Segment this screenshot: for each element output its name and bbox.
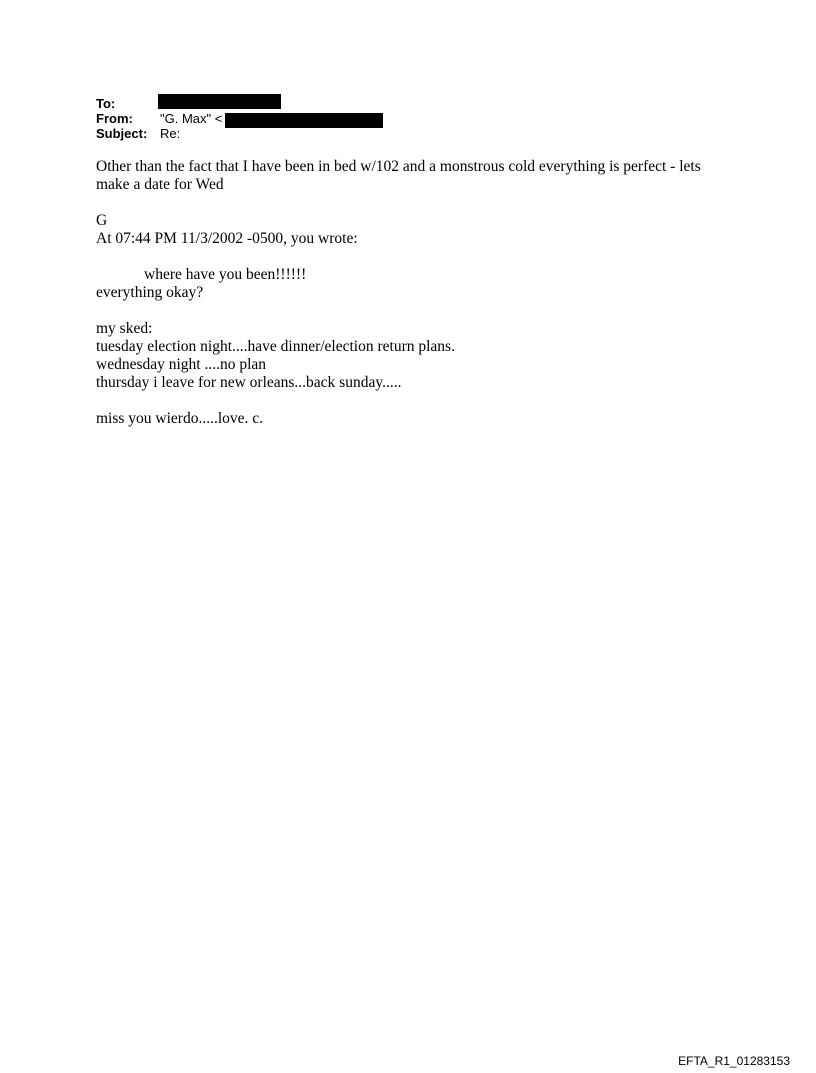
from-redaction [225,113,383,128]
quoted-line: everything okay? [96,284,204,301]
quote-intro: At 07:44 PM 11/3/2002 -0500, you wrote: [96,230,358,247]
quoted-line: where have you been!!!!!! [144,266,307,283]
sked-line: thursday i leave for new orleans...back sunday..... [96,374,402,391]
closing-line: miss you wierdo.....love. c. [96,410,264,427]
sked-line: tuesday election night....have dinner/election return plans. [96,338,455,355]
body-line: Other than the fact that I have been in bed w/102 and a monstrous cold everything is perfect - lets make a date for Wed [96,158,701,193]
subject-label: Subject: [96,126,148,141]
to-label: To: [96,96,116,111]
sked-title: my sked: [96,320,153,337]
email-body [96,158,736,428]
document-id: EFTA_R1_01283153 [678,1054,790,1068]
from-value: "G. Max" < [160,111,223,126]
subject-value: Re: [160,126,181,141]
to-redaction [158,94,281,109]
signature: G [96,212,108,229]
sked-line: wednesday night ....no plan [96,356,267,373]
from-label: From: [96,111,133,126]
